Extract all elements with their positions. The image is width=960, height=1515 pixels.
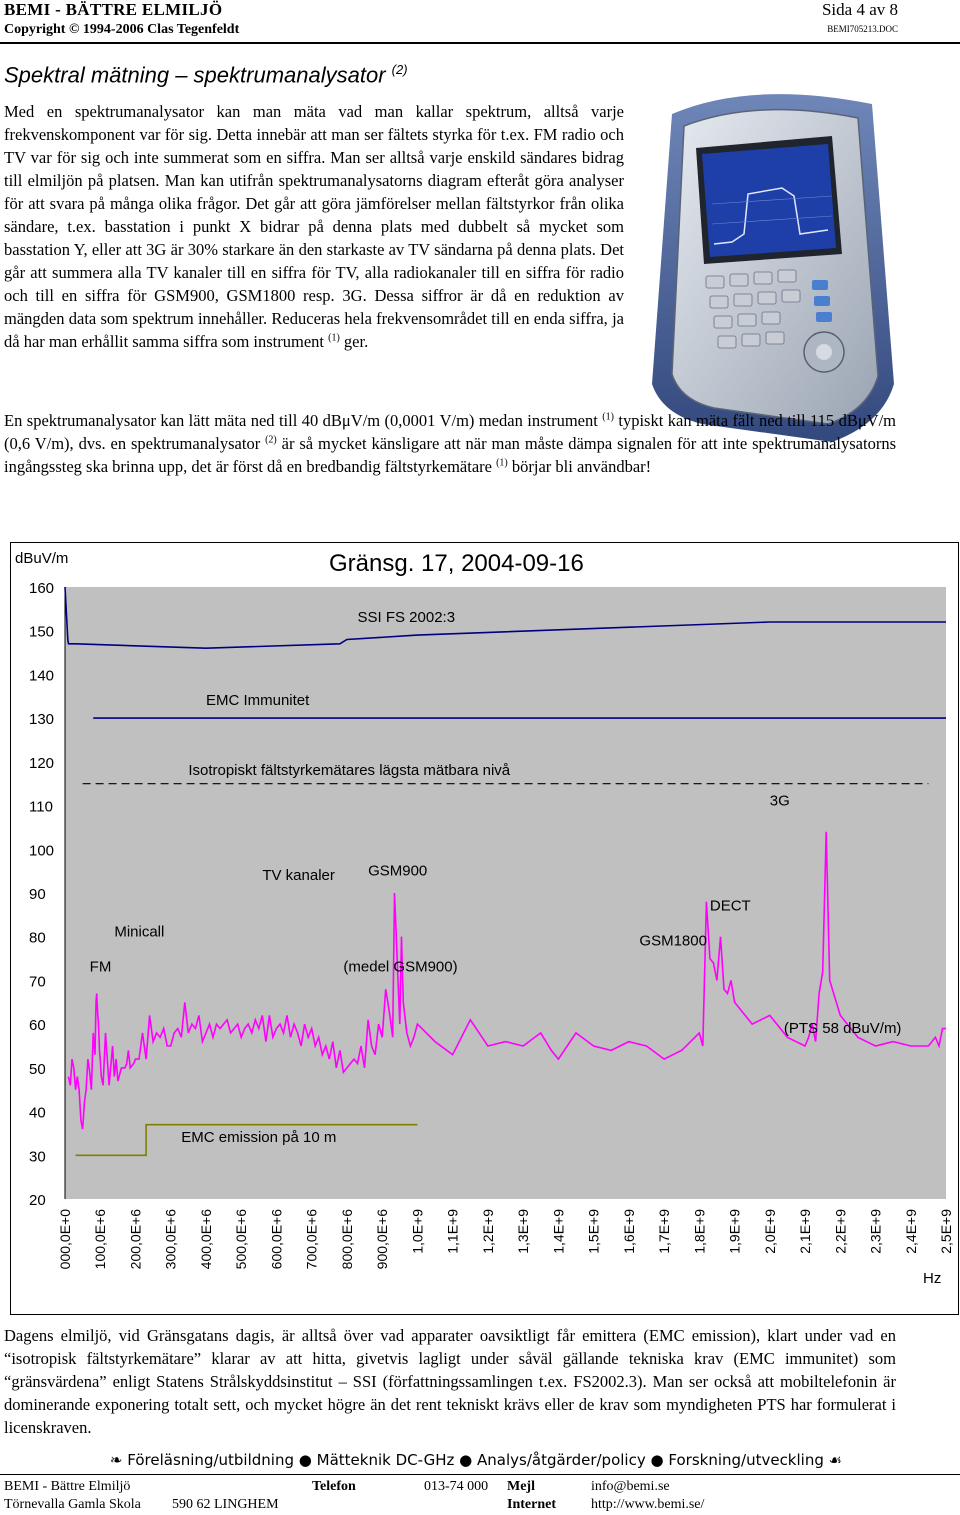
chart-annotation: Isotropiskt fältstyrkemätares lägsta mätbara nivå — [188, 761, 511, 779]
footer-services-bar — [58, 1451, 894, 1469]
x-tick-label: 1,4E+9 — [550, 1209, 567, 1254]
x-tick-label: 2,5E+9 — [938, 1209, 954, 1254]
y-tick-label: 70 — [29, 973, 46, 991]
footer-company: BEMI - Bättre Elmiljö — [4, 1479, 131, 1494]
x-tick-label: 1,3E+9 — [515, 1209, 532, 1254]
document-id: BEMI705213.DOC — [827, 24, 898, 34]
y-tick-label: 20 — [29, 1192, 46, 1209]
spectrum-chart-svg — [11, 543, 958, 1314]
chart-annotation: TV kanaler — [262, 866, 335, 884]
spectrum-analyzer-image — [632, 84, 898, 452]
footer-divider — [0, 1474, 960, 1475]
x-tick-label: 2,2E+9 — [832, 1209, 849, 1254]
bullet-separator: ● — [459, 1451, 473, 1469]
bullet-separator: ● — [650, 1451, 664, 1469]
y-tick-label: 30 — [29, 1148, 46, 1166]
service-item: Analys/åtgärder/policy — [477, 1451, 646, 1469]
footer-street: Törnevalla Gamla Skola — [4, 1497, 141, 1512]
x-tick-label: 000,0E+0 — [57, 1209, 73, 1270]
x-tick-label: 1,5E+9 — [585, 1209, 602, 1254]
spectrum-chart — [10, 542, 959, 1315]
footer-web[interactable]: http://www.bemi.se/ — [591, 1497, 705, 1512]
x-tick-label: 2,1E+9 — [797, 1209, 814, 1254]
x-tick-label: 800,0E+6 — [338, 1209, 355, 1270]
x-tick-label: 1,1E+9 — [444, 1209, 461, 1254]
header-divider — [0, 42, 960, 44]
decorative-leaf-icon: ☙ — [828, 1451, 843, 1469]
chart-annotation: 3G — [769, 792, 790, 810]
service-item: Föreläsning/utbildning — [127, 1451, 294, 1469]
chart-annotation: GSM900 — [368, 862, 428, 880]
x-tick-label: 1,6E+9 — [620, 1209, 637, 1254]
section-title: Spektral mätning – spektrumanalysator $^{(2)}$ — [4, 62, 408, 88]
footer-phone-label: Telefon — [312, 1479, 356, 1494]
decorative-leaf-icon: ❧ — [109, 1451, 123, 1469]
service-item: Forskning/utveckling — [668, 1451, 824, 1469]
paragraph-intro: Med en spektrumanalysator kan man mäta vad man kallar spektrum, alltså varje frekvenskomponent var för sig. Detta innebär att man ser fältets styrka för t.ex. FM radio och TV var för sig och inte summerat som en siffra. Man ser alltså varje enskild sändares bidrag till elmiljön på platsen. Man kan utifrån spektrumanalysatorns diagram efteråt göra analyser för att svara på många olika frågor. Det går att göra jämförelser mellan fältstyrkor från olika sändare, t.ex. basstation i punkt X bidrar på denna plats med dubbelt så mycket som basstation Y, eller att 3G är 30% starkare än den starkaste av TV sändarna på denna plats. Det går att summera alla TV kanaler till en siffra för TV, alla radiokanaler till en siffra för radio och till en siffra för GSM900, GSM1800 resp. 3G. Dessa siffror är då en reduktion av mängden data som spektrum innehåller. Reduceras hela frekvensområdet till en enda siffra, ja då har man erhållit samma siffra som instrument $^{(1)}$ ger. — [4, 102, 624, 351]
x-tick-label: 400,0E+6 — [197, 1209, 214, 1270]
y-tick-label: 80 — [29, 929, 46, 947]
x-tick-label: 1,8E+9 — [691, 1209, 708, 1254]
footer-web-label: Internet — [507, 1497, 556, 1512]
y-tick-label: 110 — [29, 798, 53, 816]
x-tick-label: 600,0E+6 — [268, 1209, 285, 1270]
chart-annotation: FM — [89, 958, 112, 976]
chart-annotation: GSM1800 — [639, 932, 707, 950]
chart-annotation: Minicall — [114, 923, 165, 941]
y-tick-label: 40 — [29, 1104, 46, 1122]
footer-phone: 013-74 000 — [424, 1479, 489, 1494]
y-tick-label: 90 — [29, 886, 46, 903]
page-number: Sida 4 av 8 — [821, 0, 898, 19]
x-tick-label: 1,9E+9 — [726, 1209, 743, 1254]
x-tick-label: 1,7E+9 — [656, 1209, 673, 1254]
chart-annotation: SSI FS 2002:3 — [357, 608, 456, 626]
footer-mail[interactable]: info@bemi.se — [591, 1479, 670, 1494]
service-item: Mätteknik DC-GHz — [316, 1451, 455, 1469]
x-tick-label: 900,0E+6 — [374, 1209, 391, 1270]
y-tick-label: 130 — [29, 711, 55, 729]
x-tick-label: 100,0E+6 — [92, 1209, 109, 1270]
x-tick-label: 700,0E+6 — [303, 1209, 320, 1270]
y-tick-label: 120 — [29, 754, 55, 772]
x-tick-label: 2,3E+9 — [867, 1209, 884, 1254]
y-tick-label: 100 — [29, 842, 55, 860]
y-tick-label: 150 — [29, 623, 55, 641]
y-tick-label: 60 — [29, 1017, 46, 1035]
plot-area — [65, 587, 946, 1199]
x-tick-label: 500,0E+6 — [233, 1209, 250, 1270]
header-brand: BEMI - BÄTTRE ELMILJÖ — [4, 0, 223, 19]
chart-annotation: (PTS 58 dBuV/m) — [783, 1019, 902, 1037]
header-copyright: Copyright © 1994-2006 Clas Tegenfeldt — [4, 22, 240, 37]
chart-annotation: EMC emission på 10 m — [181, 1129, 337, 1147]
footer-mail-label: Mejl — [507, 1479, 535, 1494]
y-axis-label: dBuV/m — [15, 550, 69, 567]
y-tick-label: 50 — [29, 1060, 46, 1078]
chart-title: Gränsg. 17, 2004-09-16 — [329, 550, 584, 577]
chart-annotation: DECT — [709, 897, 751, 915]
bullet-separator: ● — [298, 1451, 312, 1469]
x-axis-label: Hz — [923, 1270, 942, 1287]
y-tick-label: 140 — [29, 667, 55, 685]
chart-annotation: (medel GSM900) — [343, 958, 458, 976]
x-tick-label: 2,0E+9 — [761, 1209, 778, 1254]
chart-annotation: EMC Immunitet — [205, 692, 310, 710]
x-tick-label: 300,0E+6 — [162, 1209, 179, 1270]
x-tick-label: 1,2E+9 — [479, 1209, 496, 1254]
x-tick-label: 200,0E+6 — [127, 1209, 144, 1270]
spectrum-analyzer-illustration — [632, 84, 898, 452]
footer-postal: 590 62 LINGHEM — [172, 1497, 279, 1512]
y-tick-label: 160 — [29, 580, 55, 597]
x-tick-label: 2,4E+9 — [902, 1209, 919, 1254]
x-tick-label: 1,0E+9 — [409, 1209, 426, 1254]
paragraph-conclusion: Dagens elmiljö, vid Gränsgatans dagis, är alltså över vad apparater oavsiktligt får emittera (EMC emission), klart under vad en “isotropisk fältstyrkemätare” klarar av att hitta, givetvis lagligt under såväl gällande tekniska krav (EMC immunitet) som “gränsvärdena” enligt Statens Strålskyddsinstitut – SSI (författningssamlingen t.ex. FS2002.3). Man ser också att mobiltelefonin är dominerande exponering totalt sett, och mycket högre än det rent tekniskt krävs eller de krav som myndigheten PTS har formulerat i licenskraven. — [4, 1326, 896, 1437]
paragraph-sensitivity: En spektrumanalysator kan lätt mäta ned till 40 dBμV/m (0,0001 V/m) medan instrument $^{(1)}$ typiskt kan mäta fält ned till 115 dBμV/m (0,6 V/m), dvs. en spektrumanalysator $^{(2)}$ är så mycket känsligare att när man måste dämpa signalen för att inte spektrumanalysatorns ingångssteg ska brinna upp, det är först då en bredbandig fältstyrkemätare $^{(1)}$ börjar bli användbar! — [4, 411, 897, 476]
